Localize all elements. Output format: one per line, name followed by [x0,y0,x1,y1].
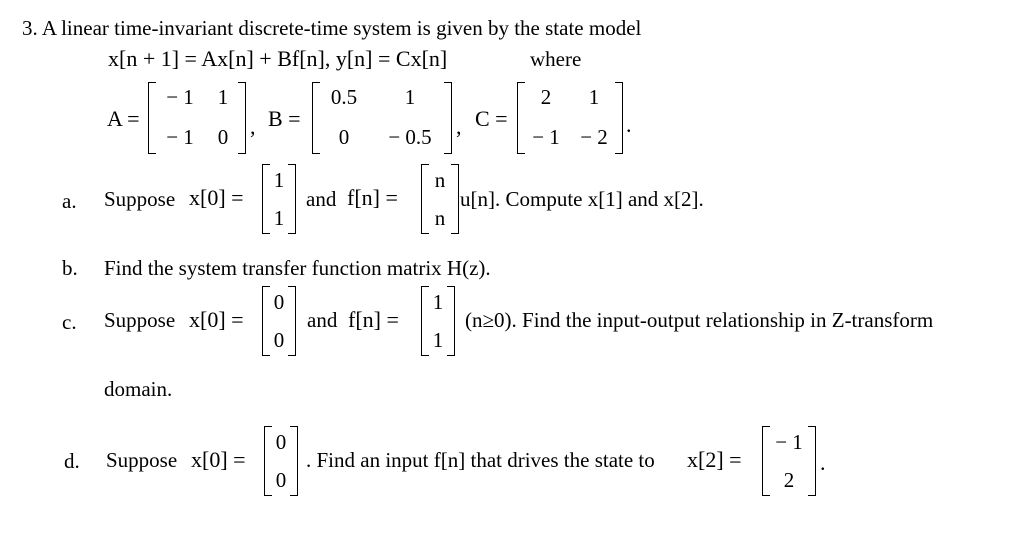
period: . [820,450,826,475]
vector-cell: 1 [432,328,444,352]
vector-cell: 0 [275,468,287,492]
period: . [626,112,632,137]
part-d-vector-x0 [264,426,298,496]
part-a-and: and [306,187,337,211]
matrix-c-cell: − 1 [532,125,560,149]
part-b-letter: b. [62,256,78,280]
part-c-vector-x0 [262,286,296,356]
matrix-b-label: B = [268,106,301,131]
vector-cell: n [434,206,446,230]
matrix-c-cell: 2 [540,85,552,109]
matrix-c-cell: − 2 [580,125,608,149]
comma: , [456,114,462,139]
part-a-vector-x0 [262,164,296,234]
matrix-b-cell: − 0.5 [388,125,432,149]
part-c-fn: f[n] = [348,307,399,332]
state-equation: x[n + 1] = Ax[n] + Bf[n], y[n] = Cx[n] [108,46,448,71]
where-text: where [530,47,582,71]
matrix-b-cell: 1 [404,85,416,109]
part-d-x0: x[0] = [191,447,246,472]
part-b-text: Find the system transfer function matrix H(z). [104,256,491,280]
part-d-x2: x[2] = [687,447,742,472]
part-a-rest: u[n]. Compute x[1] and x[2]. [460,187,704,211]
vector-cell: 1 [432,290,444,314]
matrix-a-label: A = [107,106,140,131]
part-d-vector-x2 [762,426,816,496]
part-a-x0: x[0] = [189,185,244,210]
matrix-a-cell: 0 [217,125,229,149]
matrix-b-cell: 0 [338,125,350,149]
part-d-letter: d. [64,449,80,473]
matrix-c-label: C = [475,106,508,131]
vector-cell: 0 [275,430,287,454]
part-d-suppose: Suppose [106,448,178,472]
part-c-rest: (n≥0). Find the input-output relationship in Z-transform [465,308,934,332]
problem-heading: 3. A linear time-invariant discrete-time system is given by the state model [22,16,642,40]
part-c-vector-fn [421,286,455,356]
matrix-c [517,82,623,154]
matrix-b [312,82,452,154]
matrix-a-cell: − 1 [166,125,194,149]
matrix-a-cell: 1 [217,85,229,109]
vector-cell: 2 [783,468,795,492]
part-c-suppose: Suppose [104,308,176,332]
vector-cell: 1 [273,206,285,230]
part-a-suppose: Suppose [104,187,176,211]
part-a-vector-fn [421,164,459,234]
vector-cell: 0 [273,328,285,352]
matrix-c-cell: 1 [588,85,600,109]
part-c-continuation: domain. [104,377,173,401]
vector-cell: 1 [273,168,285,192]
vector-cell: 0 [273,290,285,314]
part-c-letter: c. [62,310,77,334]
matrix-a [148,82,246,154]
vector-cell: n [434,168,446,192]
vector-cell: − 1 [775,430,803,454]
matrix-a-cell: − 1 [166,85,194,109]
matrix-b-cell: 0.5 [330,85,358,109]
part-c-and: and [307,308,338,332]
part-c-x0: x[0] = [189,307,244,332]
part-a-letter: a. [62,189,77,213]
part-a-fn: f[n] = [347,185,398,210]
part-d-rest: . Find an input f[n] that drives the state to [306,448,655,472]
comma: , [250,114,256,139]
